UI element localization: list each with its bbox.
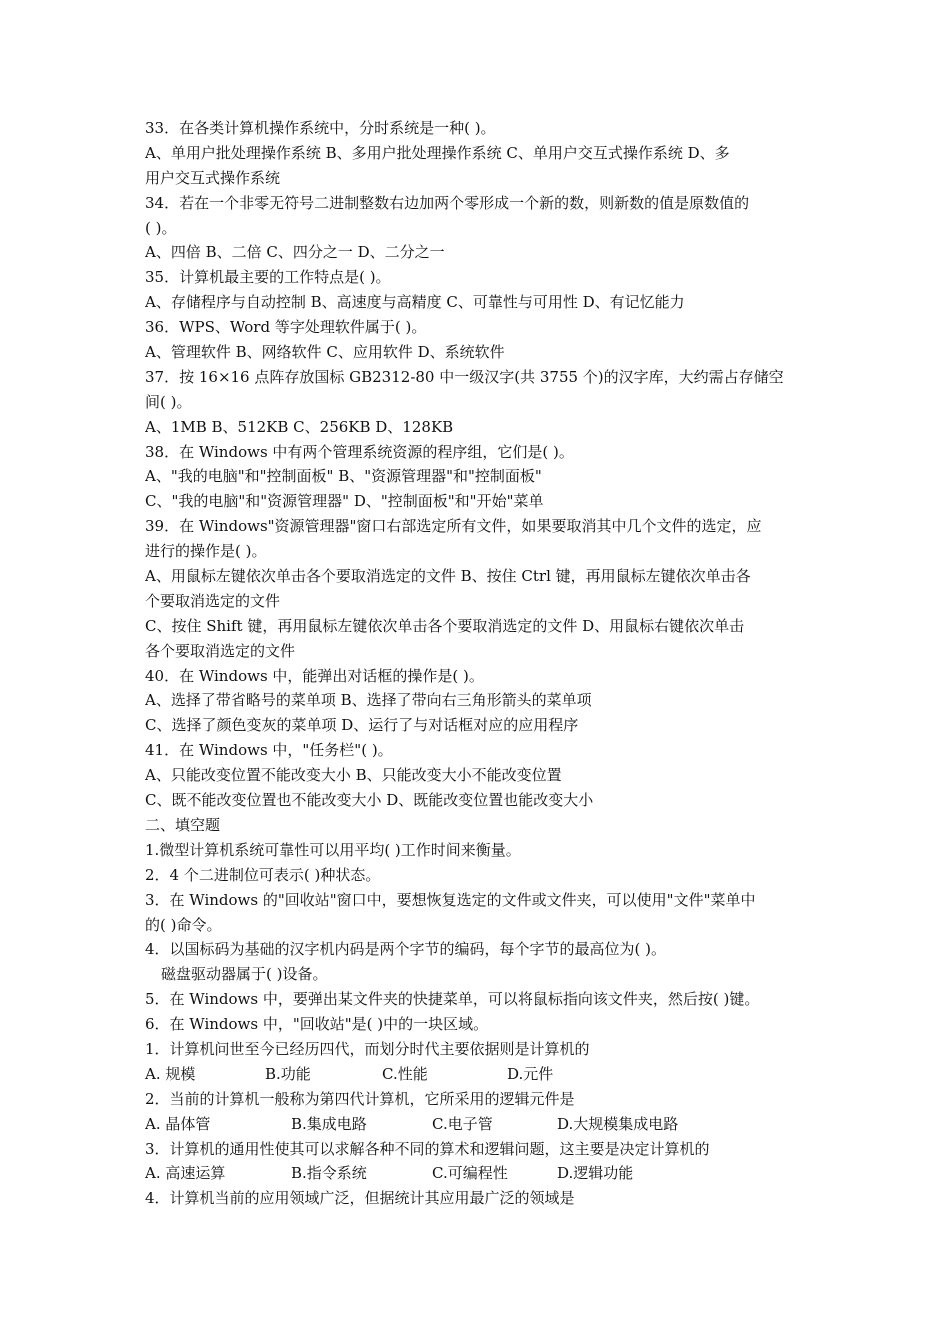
text-line: 37．按 16×16 点阵存放国标 GB2312-80 中一级汉字(共 3755 个)的汉字库，大约需占存储空 [145, 367, 784, 386]
text-line: 个要取消选定的文件 [145, 591, 281, 610]
text-line: 33．在各类计算机操作系统中，分时系统是一种( )。 [145, 119, 496, 137]
text-line: A、只能改变位置不能改变大小 B、只能改变大小不能改变位置 [145, 766, 562, 785]
text-line: 34．若在一个非零无符号二进制整数右边加两个零形成一个新的数，则新数的值是原数值的 [145, 193, 750, 212]
option-b: B.集成电路 [291, 1114, 367, 1133]
text-line: A、选择了带省略号的菜单项 B、选择了带向右三角形箭头的菜单项 [145, 691, 592, 710]
text-line: 各个要取消选定的文件 [145, 641, 296, 660]
text-line: C、按住 Shift 键，再用鼠标左键依次单击各个要取消选定的文件 D、用鼠标右键依次单击 [145, 616, 745, 635]
text-line: A、管理软件 B、网络软件 C、应用软件 D、系统软件 [145, 343, 505, 362]
text-line: 39．在 Windows"资源管理器"窗口右部选定所有文件，如果要取消其中几个文件的选定，应 [145, 517, 762, 536]
option-a: A. 高速运算 [145, 1164, 226, 1183]
section-heading: 二、填空题 [145, 815, 221, 834]
text-line: 40．在 Windows 中，能弹出对话框的操作是( )。 [145, 666, 484, 685]
text-line: 用户交互式操作系统 [145, 168, 281, 187]
text-line: 4．计算机当前的应用领域广泛，但据统计其应用最广泛的领域是 [145, 1189, 575, 1208]
text-line: 的( )命令。 [145, 915, 222, 934]
text-line: C、"我的电脑"和"资源管理器" D、"控制面板"和"开始"菜单 [145, 492, 544, 511]
text-line: A、四倍 B、二倍 C、四分之一 D、二分之一 [145, 243, 445, 262]
option-row [145, 1112, 815, 1137]
option-b: B.指令系统 [291, 1164, 367, 1183]
option-a: A. 规模 [145, 1064, 196, 1083]
text-line: 3．在 Windows 的"回收站"窗口中，要想恢复选定的文件或文件夹，可以使用"文件"菜单中 [145, 890, 756, 909]
text-line: 35．计算机最主要的工作特点是( )。 [145, 268, 391, 287]
option-d: D.大规模集成电路 [557, 1114, 679, 1133]
option-b: B.功能 [265, 1064, 311, 1083]
text-line: 2．4 个二进制位可表示( )种状态。 [145, 865, 381, 884]
text-line: 3．计算机的通用性使其可以求解各种不同的算术和逻辑问题，这主要是决定计算机的 [145, 1139, 710, 1158]
text-line: A、存储程序与自动控制 B、高速度与高精度 C、可靠性与可用性 D、有记忆能力 [145, 293, 685, 312]
text-line: 2．当前的计算机一般称为第四代计算机，它所采用的逻辑元件是 [145, 1089, 575, 1108]
text-line: 41．在 Windows 中，"任务栏"( )。 [145, 741, 393, 760]
text-line: 间( )。 [145, 392, 192, 411]
option-row [145, 1062, 815, 1087]
text-line: 36．WPS、Word 等字处理软件属于( )。 [145, 318, 427, 337]
text-line: C、选择了颜色变灰的菜单项 D、运行了与对话框对应的应用程序 [145, 716, 579, 735]
option-d: D.元件 [507, 1064, 554, 1083]
text-line-indented: 磁盘驱动器属于( )设备。 [161, 965, 328, 984]
text-line: A、单用户批处理操作系统 B、多用户批处理操作系统 C、单用户交互式操作系统 D、多 [145, 143, 730, 162]
text-line: A、用鼠标左键依次单击各个要取消选定的文件 B、按住 Ctrl 键，再用鼠标左键依次单击各 [145, 567, 751, 586]
option-a: A. 晶体管 [145, 1114, 211, 1133]
text-line: A、1MB B、512KB C、256KB D、128KB [145, 417, 454, 436]
text-line: 38．在 Windows 中有两个管理系统资源的程序组，它们是( )。 [145, 442, 574, 461]
option-c: C.电子管 [432, 1114, 493, 1133]
text-line: 4．以国标码为基础的汉字机内码是两个字节的编码，每个字节的最高位为( )。 [145, 940, 667, 959]
text-line: 进行的操作是( )。 [145, 542, 267, 561]
option-row [145, 1161, 815, 1186]
text-line: 6．在 Windows 中，"回收站"是( )中的一块区域。 [145, 1015, 489, 1034]
document-body [145, 116, 815, 1211]
text-line: 1．计算机问世至今已经历四代，而划分时代主要依据则是计算机的 [145, 1039, 590, 1058]
text-line: A、"我的电脑"和"控制面板" B、"资源管理器"和"控制面板" [145, 467, 542, 486]
text-line: C、既不能改变位置也不能改变大小 D、既能改变位置也能改变大小 [145, 791, 594, 810]
text-line: 1.微型计算机系统可靠性可以用平均( )工作时间来衡量。 [145, 840, 521, 859]
text-line: ( )。 [145, 218, 177, 237]
option-c: C.可编程性 [432, 1164, 508, 1183]
option-d: D.逻辑功能 [557, 1164, 634, 1183]
option-c: C.性能 [382, 1064, 428, 1083]
text-line: 5．在 Windows 中，要弹出某文件夹的快捷菜单，可以将鼠标指向该文件夹，然后按( )键。 [145, 990, 760, 1009]
